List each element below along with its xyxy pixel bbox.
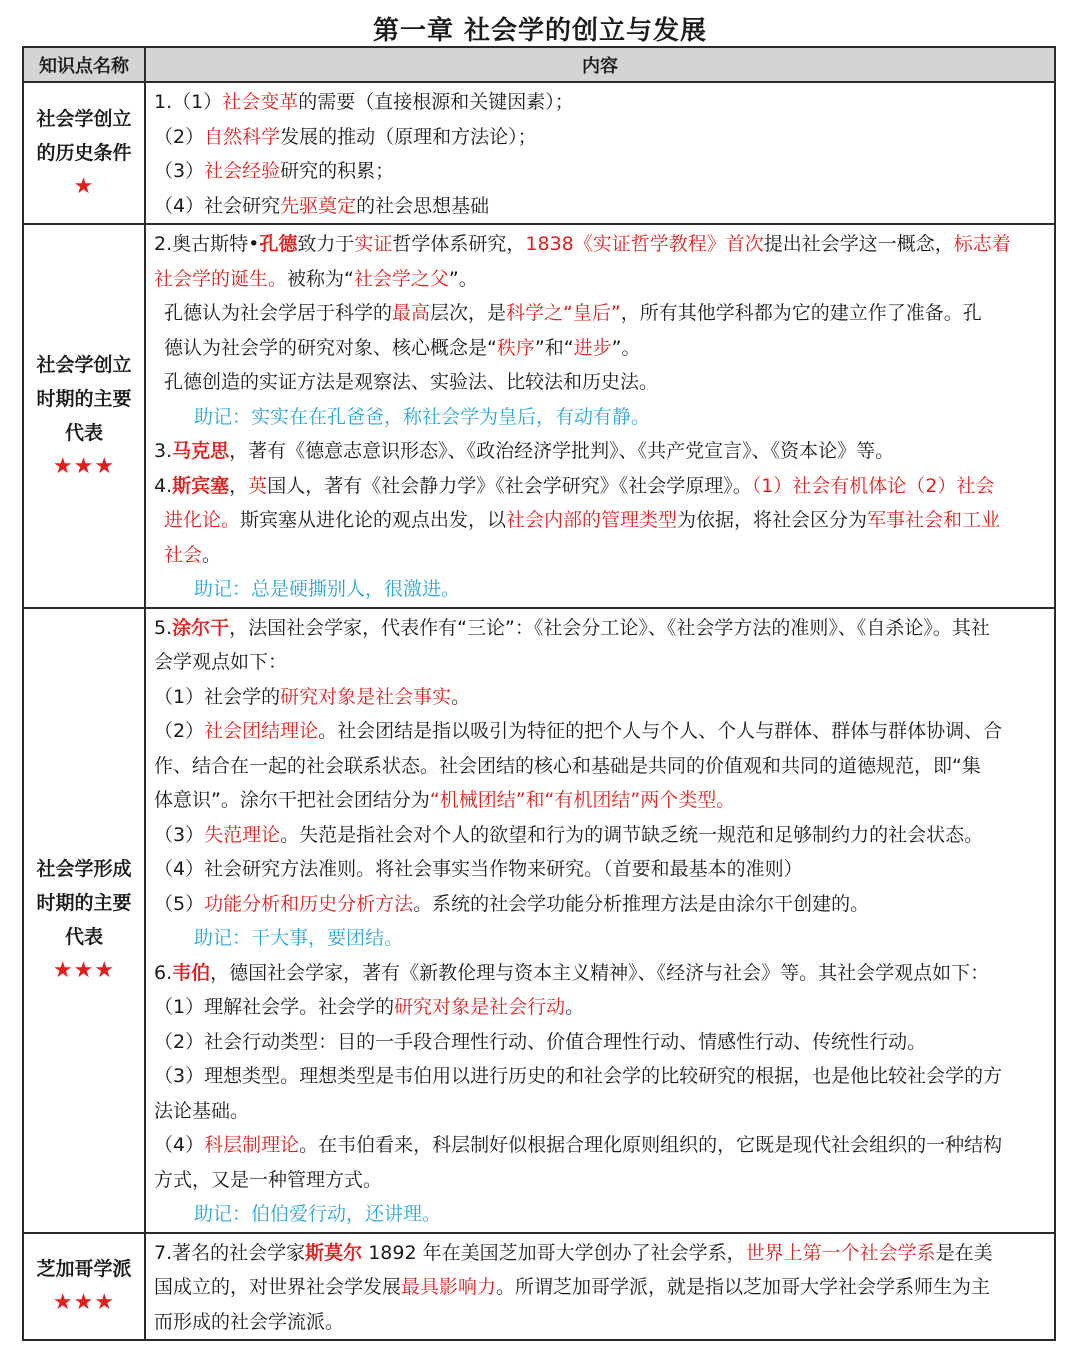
- text-segment: 层次，是: [430, 302, 507, 324]
- knowledge-point-name-line: 社会学创立: [36, 353, 132, 376]
- content-cell: [145, 224, 1055, 608]
- content-line: [154, 227, 1046, 262]
- highlight-text: 秩序: [496, 336, 535, 359]
- text-segment: （3）: [154, 160, 205, 182]
- text-segment: ”。: [448, 267, 478, 290]
- text-segment: 方式，又是一种管理方式。: [154, 1168, 383, 1191]
- content-line: [154, 296, 1046, 331]
- text-segment: 助记：伯伯爱行动，还讲理。: [194, 1203, 442, 1225]
- highlight-text: 社会经验: [204, 160, 281, 182]
- content-line: [154, 365, 1046, 400]
- text-segment: 体意识”。涂尔干把社会团结分为: [154, 789, 430, 811]
- text-segment: 为依据，将社会区分为: [677, 509, 868, 531]
- highlight-text: 孔德: [259, 233, 298, 255]
- highlight-text: 研究对象是社会事实: [280, 685, 452, 708]
- importance-stars: ★: [73, 174, 95, 199]
- text-segment: 研究的积累；: [280, 160, 395, 182]
- text-segment: ”和“: [534, 336, 574, 359]
- table-row: [23, 608, 1055, 1233]
- content-cell: [145, 1233, 1055, 1341]
- table-row: [23, 1233, 1055, 1341]
- highlight-text: 社会内部的管理类型: [506, 509, 678, 531]
- highlight-text: 社会学之父: [353, 267, 449, 290]
- text-segment: 助记：实实在在孔爸爸，称社会学为皇后，有动有静。: [194, 405, 651, 428]
- content-line: [154, 818, 1046, 853]
- importance-stars: ★★★: [52, 958, 116, 983]
- text-segment: 4.: [154, 474, 173, 497]
- content-line: [154, 538, 1046, 573]
- mnemonic-line: [154, 572, 1046, 607]
- table-body: [23, 82, 1055, 1340]
- text-segment: （4）社会研究: [154, 194, 281, 217]
- content-line: [154, 469, 1046, 504]
- text-segment: 1892 年在美国芝加哥大学创办了社会学系，: [362, 1241, 746, 1264]
- content-line: [154, 887, 1046, 922]
- text-segment: 致力于: [297, 233, 355, 255]
- highlight-text: 自然科学: [204, 125, 281, 148]
- highlight-text: 实证: [354, 233, 393, 255]
- text-segment: 孔德认为社会学居于科学的: [164, 302, 393, 324]
- highlight-text: 社会: [164, 543, 203, 566]
- text-segment: （3）理想类型。理想类型是韦伯用以进行历史的和社会学的比较研究的根据，也是他比较社会学的方: [154, 1065, 1003, 1087]
- content-line: [154, 680, 1046, 715]
- highlight-text: 韦伯: [172, 961, 211, 984]
- text-segment: ”。: [611, 336, 641, 359]
- text-segment: （3）: [154, 823, 205, 846]
- content-cell: [145, 608, 1055, 1233]
- content-line: [154, 1236, 1046, 1271]
- table-header-row: [23, 47, 1055, 82]
- knowledge-point-name-line: 社会学形成: [36, 858, 132, 880]
- text-segment: ，所有其他学科都为它的建立作了准备。孔: [620, 302, 982, 324]
- highlight-text: 英: [248, 474, 268, 497]
- text-segment: 作、结合在一起的社会联系状态。社会团结的核心和基础是共同的价值观和共同的道德规范，即“集: [154, 754, 981, 777]
- text-segment: 是在美: [935, 1241, 993, 1264]
- text-segment: 。: [565, 996, 585, 1018]
- content-line: [154, 120, 1046, 155]
- text-segment: （2）: [154, 125, 205, 148]
- text-segment: 1.（1）: [154, 91, 223, 113]
- highlight-text: 斯宾塞: [172, 474, 230, 497]
- content-line: [154, 956, 1046, 991]
- page-title: 第一章 社会学的创立与发展: [372, 16, 708, 46]
- text-segment: 助记：干大事，要团结。: [194, 927, 404, 949]
- text-segment: 提出社会学这一概念，: [763, 233, 954, 255]
- content-line: [154, 85, 1046, 120]
- text-segment: （4）社会研究方法准则。将社会事实当作物来研究。（首要和最基本的准则）: [154, 858, 803, 880]
- highlight-text: 军事社会和工业: [867, 509, 1001, 531]
- knowledge-point-name: [23, 608, 145, 1233]
- text-segment: 的社会思想基础: [356, 194, 490, 217]
- knowledge-point-name: [23, 224, 145, 608]
- mnemonic-line: [154, 921, 1046, 956]
- text-segment: （1）理解社会学。社会学的: [154, 996, 395, 1018]
- content-line: [154, 154, 1046, 189]
- text-segment: （1）社会学的: [154, 685, 281, 708]
- content-line: [154, 1128, 1046, 1163]
- content-line: [154, 749, 1046, 784]
- highlight-text: 进化论。: [164, 509, 241, 531]
- content-line: [154, 1270, 1046, 1305]
- text-segment: 。所谓芝加哥学派，就是指以芝加哥大学社会学系师生为主: [496, 1276, 991, 1298]
- text-segment: 斯宾塞从进化论的观点出发，以: [240, 509, 507, 531]
- text-segment: （5）: [154, 892, 205, 915]
- text-segment: 。系统的社会学功能分析推理方法是由涂尔干创建的。: [413, 892, 870, 915]
- text-segment: 2.奥古斯特•: [154, 233, 260, 255]
- knowledge-point-name-line: 时期的主要: [36, 892, 132, 914]
- highlight-text: 功能分析和历史分析方法: [204, 892, 414, 915]
- content-line: [154, 990, 1046, 1025]
- text-segment: 法论基础。: [154, 1099, 250, 1122]
- text-segment: 而形成的社会学流派。: [154, 1310, 345, 1333]
- knowledge-point-name: [23, 1233, 145, 1341]
- text-segment: （2）社会行动类型：目的一手段合理性行动、价值合理性行动、情感性行动、传统性行动。: [154, 1030, 927, 1053]
- knowledge-point-name-line: 代表: [64, 926, 103, 948]
- text-segment: 7.著名的社会学家: [154, 1241, 306, 1264]
- content-line: [154, 1305, 1046, 1340]
- highlight-text: 科层制理论: [204, 1134, 300, 1156]
- text-segment: 会学观点如下：: [154, 651, 288, 673]
- content-line: [154, 783, 1046, 818]
- header-knowledge-point: 知识点名称: [23, 47, 145, 82]
- text-segment: （4）: [154, 1134, 205, 1156]
- text-segment: ，德国社会学家，著有《新教伦理与资本主义精神》、《经济与社会》等。其社会学观点如下：: [210, 961, 990, 984]
- highlight-text: 标志着: [953, 233, 1011, 255]
- highlight-text: 世界上第一个社会学系: [745, 1241, 936, 1264]
- text-segment: 6.: [154, 961, 173, 984]
- content-line: [154, 189, 1046, 224]
- header-content: 内容: [145, 47, 1055, 82]
- table-row: [23, 82, 1055, 224]
- importance-stars: ★★★: [52, 453, 116, 479]
- content-line: [154, 1094, 1046, 1129]
- text-segment: 。: [202, 543, 222, 566]
- text-segment: 。社会团结是指以吸引为特征的把个人与个人、个人与群体、群体与群体协调、合: [318, 720, 1003, 742]
- content-line: [154, 1025, 1046, 1060]
- text-segment: （2）: [154, 720, 205, 742]
- text-segment: 国人，著有《社会静力学》《社会学研究》《社会学原理》。: [267, 474, 752, 497]
- content-line: [154, 503, 1046, 538]
- content-line: [154, 1059, 1046, 1094]
- text-segment: 。失范是指社会对个人的欲望和行为的调节缺乏统一规范和足够制约力的社会状态。: [280, 823, 984, 846]
- knowledge-table: [22, 46, 1056, 1341]
- highlight-text: 最具影响力: [401, 1276, 497, 1298]
- text-segment: ，著有《德意志意识形态》、《政治经济学批判》、《共产党宣言》、《资本论》等。: [229, 440, 895, 462]
- text-segment: 孔德创造的实证方法是观察法、实验法、比较法和历史法。: [164, 371, 659, 393]
- highlight-text: 斯莫尔: [305, 1241, 363, 1264]
- text-segment: 德认为社会学的研究对象、核心概念是“: [164, 336, 497, 359]
- highlight-text: 失范理论: [204, 823, 281, 846]
- knowledge-point-name-line: 芝加哥学派: [36, 1258, 132, 1281]
- content-line: [154, 331, 1046, 366]
- text-segment: 哲学体系研究，: [392, 233, 526, 255]
- mnemonic-line: [154, 400, 1046, 435]
- content-line: [154, 714, 1046, 749]
- highlight-text: “机械团结”和“有机团结”两个类型。: [429, 789, 736, 811]
- text-segment: 被称为“: [287, 267, 354, 290]
- highlight-text: 进步: [573, 336, 612, 359]
- highlight-text: 最高: [392, 302, 431, 324]
- text-segment: ，法国社会学家，代表作有“三论”：《社会分工论》、《社会学方法的准则》、《自杀论》。其社: [229, 616, 990, 639]
- content-line: [154, 262, 1046, 297]
- content-line: [154, 434, 1046, 469]
- highlight-text: 社会团结理论: [204, 720, 319, 742]
- highlight-text: （1）社会有机体论（2）社会: [751, 474, 995, 497]
- table-row: [23, 224, 1055, 608]
- highlight-text: 研究对象是社会行动: [394, 996, 566, 1018]
- highlight-text: 科学之“皇后”: [506, 302, 621, 324]
- knowledge-point-name-line: 时期的主要: [36, 387, 132, 410]
- highlight-text: 先驱奠定: [280, 194, 357, 217]
- content-line: [154, 645, 1046, 680]
- importance-stars: ★★★: [52, 1290, 116, 1316]
- mnemonic-line: [154, 1197, 1046, 1232]
- content-line: [154, 1163, 1046, 1198]
- text-segment: 国成立的，对世界社会学发展: [154, 1276, 402, 1298]
- knowledge-point-name-line: 社会学创立: [36, 108, 132, 130]
- text-segment: 3.: [154, 440, 173, 462]
- text-segment: 5.: [154, 616, 173, 639]
- content-cell: [145, 82, 1055, 224]
- highlight-text: 涂尔干: [172, 616, 230, 639]
- highlight-text: 1838《实证哲学教程》首次: [525, 233, 764, 255]
- content-line: [154, 611, 1046, 646]
- highlight-text: 社会学的诞生。: [154, 267, 288, 290]
- highlight-text: 马克思: [172, 440, 230, 462]
- knowledge-point-name-line: 的历史条件: [36, 142, 132, 164]
- knowledge-point-name: [23, 82, 145, 224]
- text-segment: 的需要（直接根源和关键因素）；: [298, 91, 574, 113]
- knowledge-point-name-line: 代表: [64, 421, 103, 444]
- text-segment: 助记：总是硬撕别人，很激进。: [194, 578, 461, 600]
- highlight-text: 社会变革: [222, 91, 299, 113]
- text-segment: 发展的推动（原理和方法论）；: [280, 125, 537, 148]
- content-line: [154, 852, 1046, 887]
- text-segment: 。: [451, 685, 471, 708]
- text-segment: ，: [229, 474, 249, 497]
- text-segment: 。在韦伯看来，科层制好似根据合理化原则组织的，它既是现代社会组织的一种结构: [299, 1134, 1003, 1156]
